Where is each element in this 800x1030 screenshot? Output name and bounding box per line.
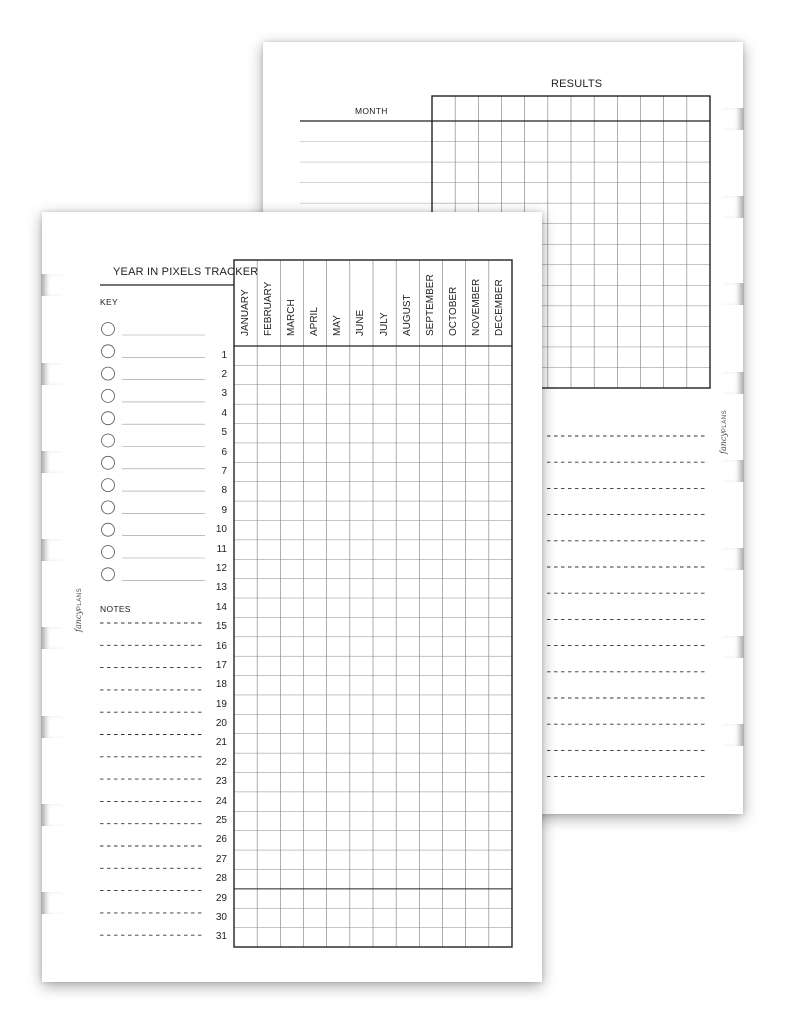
month-header: DECEMBER bbox=[494, 279, 506, 336]
day-number: 23 bbox=[215, 776, 227, 788]
month-header: JUNE bbox=[355, 309, 367, 336]
results-title: RESULTS bbox=[551, 78, 603, 90]
day-number: 16 bbox=[215, 640, 227, 652]
day-number: 13 bbox=[215, 582, 227, 594]
day-number: 1 bbox=[221, 349, 227, 361]
key-circle bbox=[102, 568, 115, 581]
key-circle bbox=[102, 546, 115, 559]
binding-notch bbox=[716, 196, 744, 218]
month-header: JULY bbox=[378, 312, 390, 336]
key-circle bbox=[102, 389, 115, 402]
day-number: 14 bbox=[215, 601, 227, 613]
key-label: KEY bbox=[100, 297, 118, 307]
month-header: MAY bbox=[332, 315, 344, 336]
day-number: 2 bbox=[221, 369, 227, 381]
binding-notch bbox=[716, 372, 744, 394]
binding-notch bbox=[41, 539, 69, 561]
day-number: 10 bbox=[215, 524, 227, 536]
day-number: 21 bbox=[215, 737, 227, 749]
binding-notch bbox=[716, 283, 744, 305]
month-column-label: MONTH bbox=[355, 106, 388, 116]
key-circle bbox=[102, 434, 115, 447]
key-circle bbox=[102, 523, 115, 536]
key-circle bbox=[102, 323, 115, 336]
binding-notch bbox=[41, 627, 69, 649]
day-number: 29 bbox=[215, 892, 227, 904]
day-number: 28 bbox=[215, 873, 227, 885]
day-number: 22 bbox=[215, 756, 227, 768]
day-number: 5 bbox=[221, 427, 227, 439]
key-circle bbox=[102, 345, 115, 358]
month-header: NOVEMBER bbox=[471, 278, 483, 336]
day-number: 25 bbox=[215, 814, 227, 826]
binding-notch bbox=[41, 363, 69, 385]
binding-notch bbox=[716, 108, 744, 130]
day-number: 27 bbox=[215, 853, 227, 865]
month-header: OCTOBER bbox=[448, 286, 460, 336]
day-number: 17 bbox=[215, 659, 227, 671]
day-number: 30 bbox=[215, 911, 227, 923]
binding-notch bbox=[716, 460, 744, 482]
day-number: 8 bbox=[221, 485, 227, 497]
key-circle bbox=[102, 456, 115, 469]
month-header: SEPTEMBER bbox=[424, 274, 436, 336]
day-number: 3 bbox=[221, 388, 227, 400]
binding-notch bbox=[716, 636, 744, 658]
binding-notch bbox=[716, 724, 744, 746]
day-number: 24 bbox=[215, 795, 227, 807]
binding-notch bbox=[41, 716, 69, 738]
binding-notch bbox=[716, 548, 744, 570]
month-header: APRIL bbox=[309, 307, 321, 336]
binding-notch bbox=[41, 274, 69, 296]
day-number: 31 bbox=[215, 931, 227, 943]
day-number: 18 bbox=[215, 679, 227, 691]
day-number: 6 bbox=[221, 446, 227, 458]
key-circle bbox=[102, 479, 115, 492]
month-header: JANUARY bbox=[239, 289, 251, 336]
day-number: 19 bbox=[215, 698, 227, 710]
day-number: 15 bbox=[215, 621, 227, 633]
month-header: MARCH bbox=[285, 299, 297, 336]
day-number: 12 bbox=[215, 562, 227, 574]
key-circle bbox=[102, 412, 115, 425]
month-header: AUGUST bbox=[401, 294, 413, 336]
brand-logo: fancyPLANS bbox=[74, 587, 83, 632]
day-number: 9 bbox=[221, 504, 227, 516]
binding-notch bbox=[41, 892, 69, 914]
day-number: 11 bbox=[216, 543, 227, 555]
year-in-pixels-page bbox=[42, 212, 542, 982]
page-title: YEAR IN PIXELS TRACKER bbox=[113, 266, 259, 278]
day-number: 26 bbox=[215, 834, 227, 846]
key-circle bbox=[102, 501, 115, 514]
day-number: 7 bbox=[221, 466, 227, 478]
binding-notch bbox=[41, 451, 69, 473]
day-number: 20 bbox=[215, 718, 227, 730]
brand-logo: fancyPLANS bbox=[719, 409, 728, 454]
binding-notch bbox=[41, 804, 69, 826]
day-number: 4 bbox=[221, 407, 227, 419]
month-header: FEBRUARY bbox=[262, 281, 274, 336]
notes-label: NOTES bbox=[100, 604, 131, 614]
key-circle bbox=[102, 367, 115, 380]
